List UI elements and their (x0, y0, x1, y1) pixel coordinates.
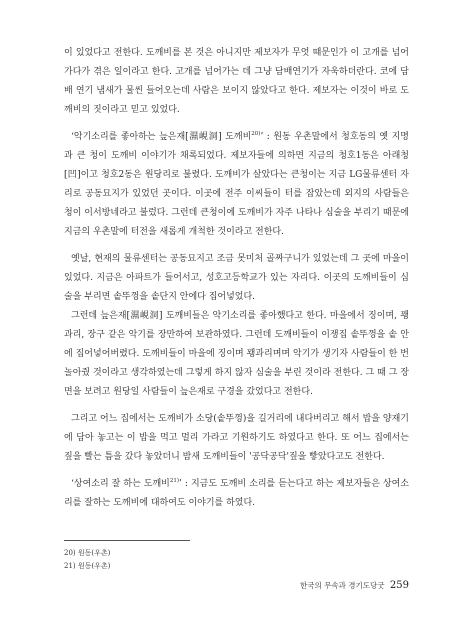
paragraph-3: 옛날, 현재의 물류센터는 공동묘지고 조금 못미처 골짜구니가 있었는데 그 곳에 마을이 있었다. 지금은 아파트가 들어서고, 성호고등학교가 있는 자리다. 이곳의 도깨비들이 심술을 부리면 솥뚜껑을 솥단지 안에다 집어넣었다. (64, 254, 409, 302)
paragraph-2: ‘악기소리를 좋아하는 늪은재[濕峴洞] 도깨비$^{20)}$’ : 원동 우촌말에서 청호동의 옛 지명과 큰 청이 도깨비 이야기가 채록되었다. 제보자들에 의하면 지금의 청호1동은 아래청[凹]이고 청호2동은 원당리로 불렸다. 도깨비가 살았다는 큰청이는 지금 LG물류센터 자리로 공동묘지가 있었던 곳이다. 이곳에 전주 이씨들이 터를 잡았는데 외지의 사람들은 청이 이서방네라고 불렀다. 그런데 큰청이에 도깨비가 자주 나타나 심술을 부리기 때문에 지금의 우촌말에 터전을 새롭게 개척한 것이라고 전한다. (64, 131, 409, 237)
page-number: 259 (389, 580, 409, 591)
footnote-21: 21) 원동(우촌) (64, 562, 111, 570)
footnotes (64, 547, 110, 573)
paragraph-4: 그런데 늪은재[濕峴洞] 도깨비들은 악기소리를 좋아했다고 한다. 마을에서 징이며, 꽹과리, 장구 같은 악기를 장만하여 보관하였다. 그런데 도깨비들이 이쟁집 솥뚜껑을 솥 안에 집어넣어버렸다. 도깨비들이 마을에 징이며 꽹과리며며 악기가 생기자 사람들이 한 번 놀아줬 것이라고 생각하였는데 그렇게 하지 않자 심술을 부린 것이라 전한다. 그 때 그 장면을 보려고 원당일 사람들이 늪은재로 구경을 갔었다고 전한다. (64, 311, 409, 397)
paragraph-1: 이 있었다고 전한다. 도깨비를 본 것은 아니지만 제보자가 무엇 때문인가 이 고개를 넘어가다가 겪은 일이라고 한다. 고개를 넘어가는 데 그냥 담배연기가 자욱하더란다. 코에 담배 연기 냄새가 물씬 들어오는데 사람은 보이지 않았다고 한다. 제보자는 이것이 바로 도깨비의 짓이라고 믿고 있었다. (64, 48, 409, 115)
body-text (64, 44, 409, 513)
footnote-ref-21: 21) (169, 478, 180, 484)
paragraph-6-text: 지금도 도깨비 소리를 듣는다고 하는 제보자들은 상여소리를 잘하는 도깨비에 대하여도 이야기를 하였다. (64, 479, 409, 508)
footnote-20: 20) 원동(우촌) (64, 549, 111, 557)
section-heading-1: 악기소리를 좋아하는 늪은재[濕峴洞] 도깨비 (73, 132, 252, 142)
running-footer (300, 580, 409, 591)
paragraph-5: 그리고 어느 집에서는 도깨비가 소당(솥뚜껑)을 길거리에 내다버리고 해서 밥을 양재기에 담아 놓고는 이 밥을 먹고 멀리 가라고 기원하기도 하였다고 한다. 또 어느 집에서는 짚을 빨는 틈을 갔다 놓았더니 밤새 도깨비들이 '공닥공닥'짚을 빻았다고도 전한다. (64, 414, 409, 462)
section-heading-2: 상여소리 잘 하는 도깨비 (73, 479, 170, 489)
paragraph-6: ‘상여소리 잘 하는 도깨비$^{21)}$’ : 지금도 도깨비 소리를 듣는다고 하는 제보자들은 상여소리를 잘하는 도깨비에 대하여도 이야기를 하였다. (64, 478, 409, 508)
footnote-divider (64, 540, 190, 541)
paragraph-2-text: 원동 우촌말에서 청호동의 옛 지명과 큰 청이 도깨비 이야기가 채록되었다. 제보자들에 의하면 지금의 청호1동은 아래청[凹]이고 청호2동은 원당리로 불렸다. 도깨비가 살았다는 큰청이는 지금 LG물류센터 자리로 공동묘지가 있었던 곳이다. 이곳에 전주 이씨들이 터를 잡았는데 외지의 사람들은 청이 이서방네라고 불렀다. 그런데 큰청이에 도깨비가 자주 나타나 심술을 부리기 때문에 지금의 우촌말에 터전을 새롭게 개척한 것이라고 전한다. (64, 132, 409, 237)
footnote-ref-20: 20) (251, 131, 261, 137)
running-title: 한국의 무속과 경기도당굿 (300, 581, 385, 590)
